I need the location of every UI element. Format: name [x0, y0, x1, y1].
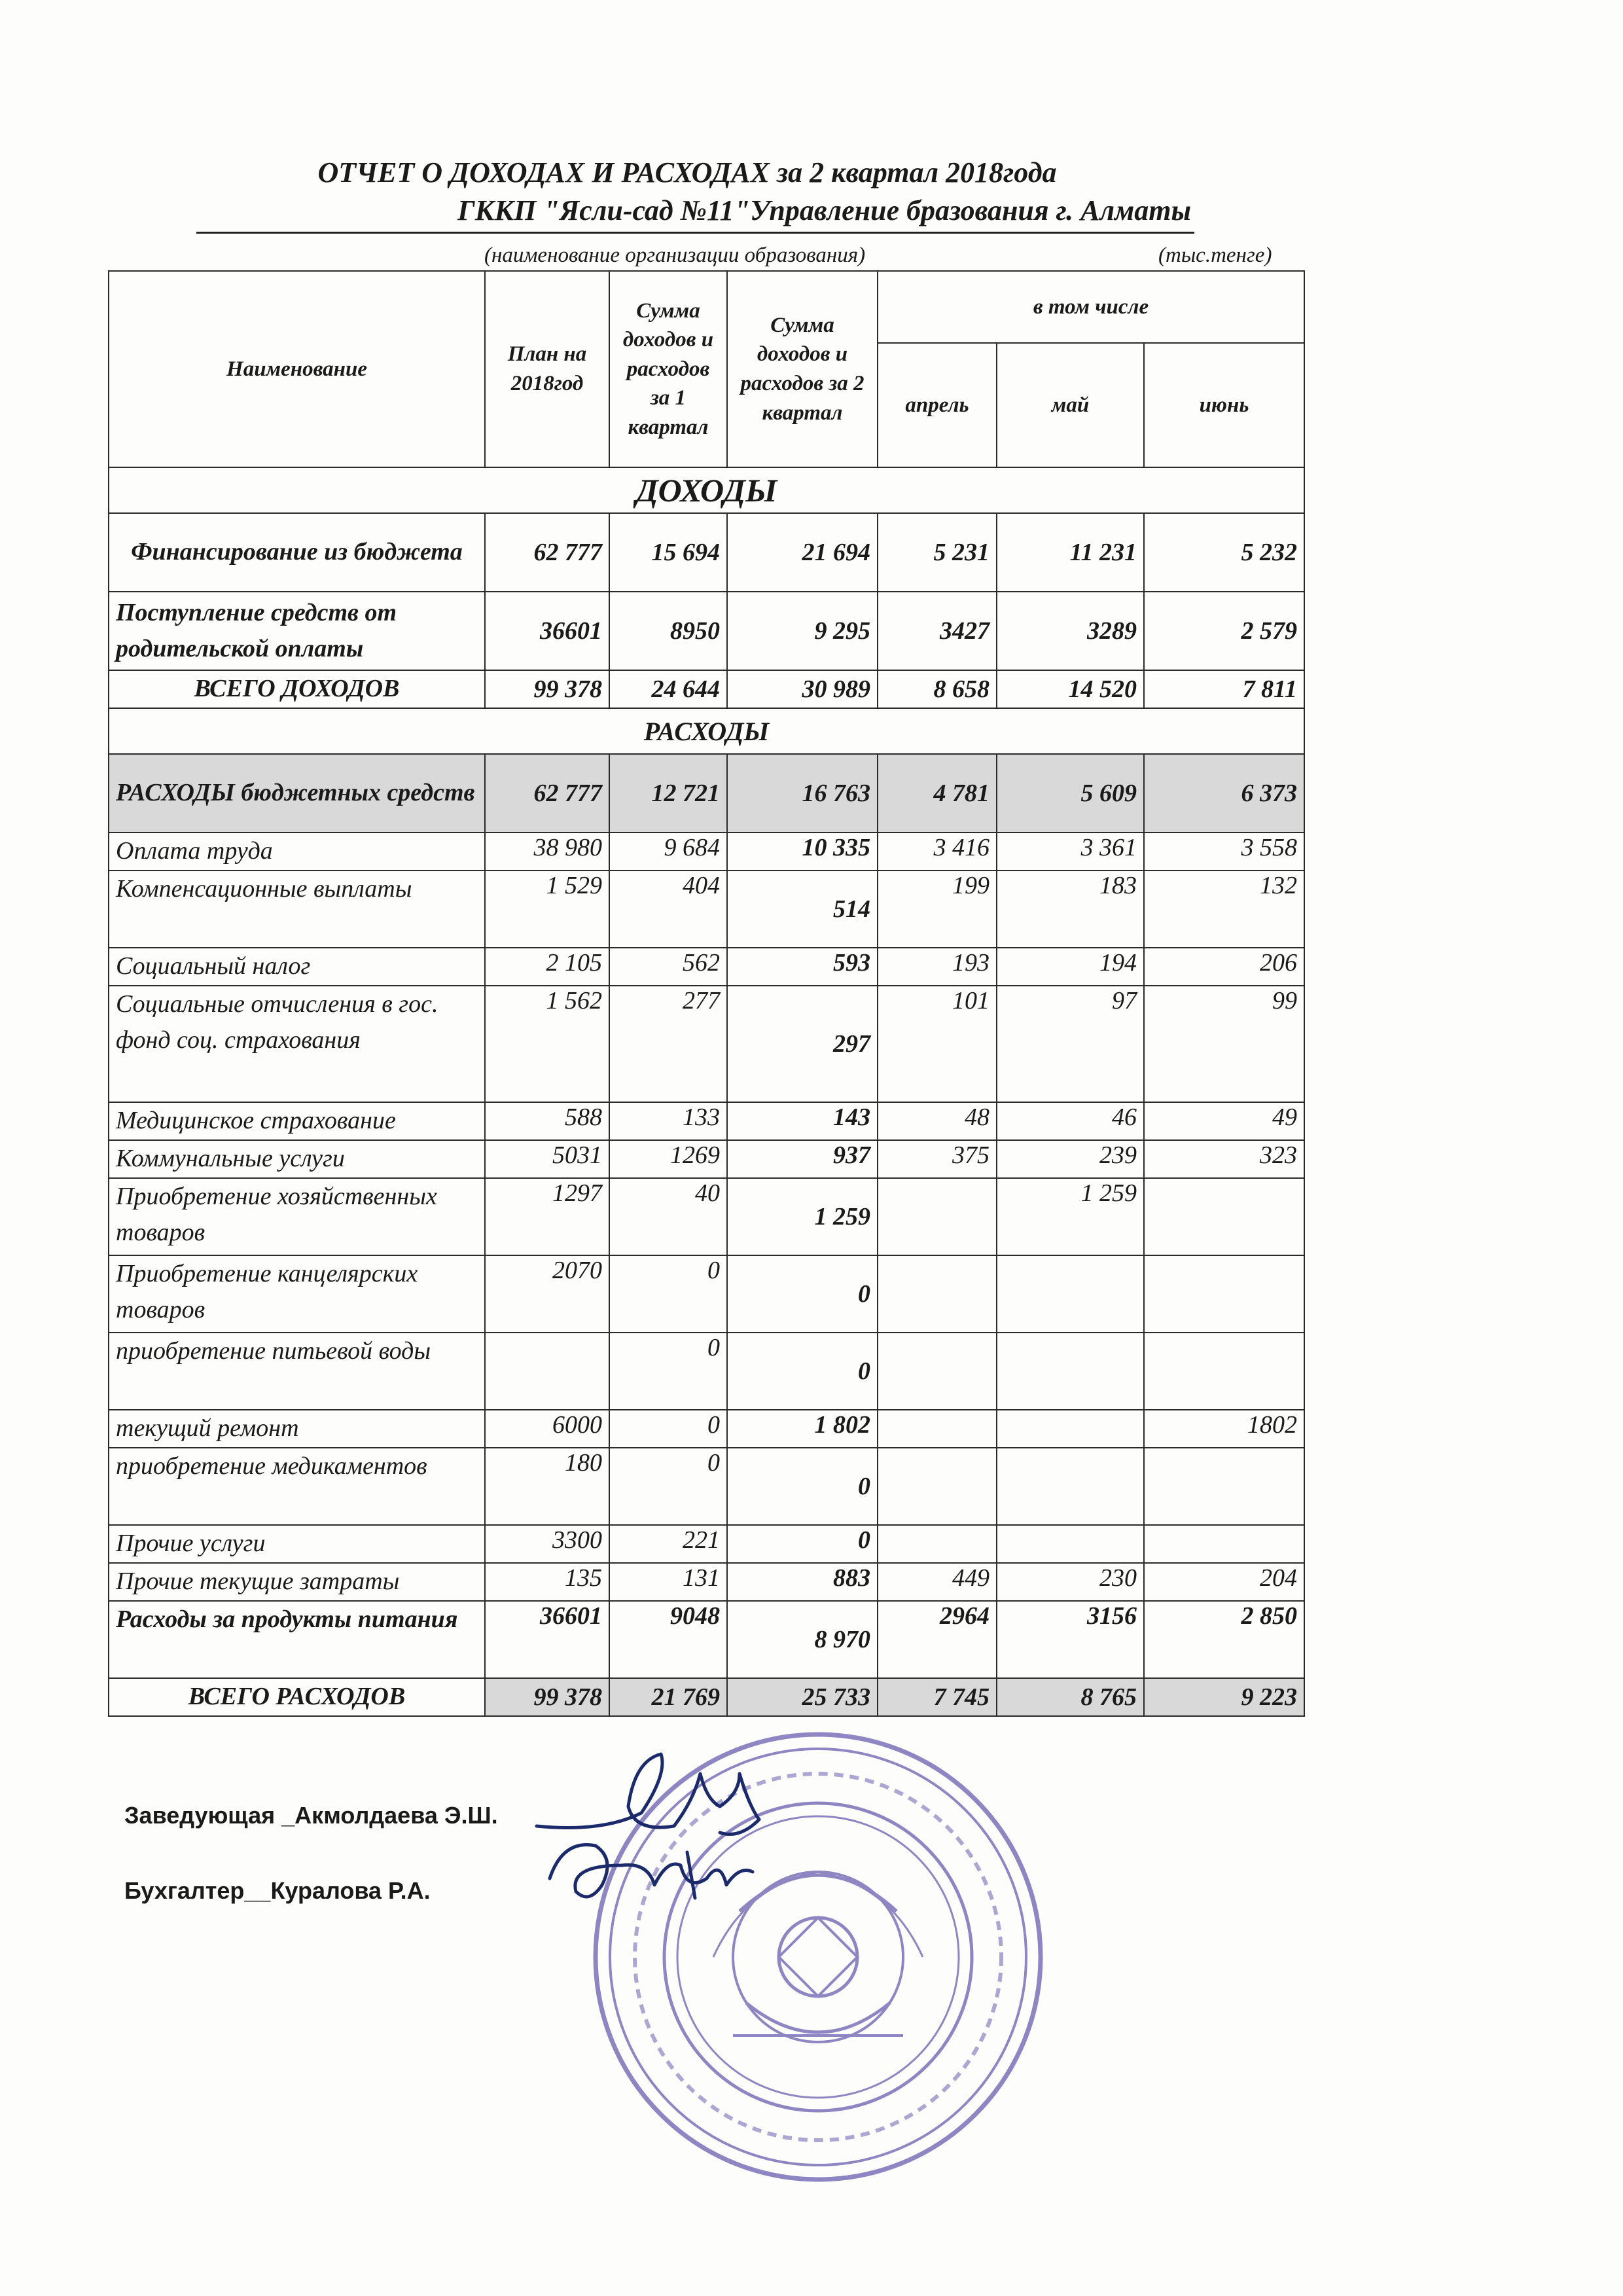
june-cell: 132 [1144, 870, 1304, 948]
q2-cell: 0 [727, 1525, 878, 1563]
q2-cell: 143 [727, 1102, 878, 1140]
row-name: приобретение медикаментов [109, 1448, 485, 1525]
expense-row [109, 870, 1304, 948]
plan-cell: 5031 [485, 1140, 609, 1178]
organization-name: ГККП "Ясли-сад №11"Управление бразования г. Алматы [457, 194, 1191, 226]
q2-cell: 30 989 [727, 670, 878, 708]
col-header-name: Наименование [109, 271, 485, 467]
plan-cell: 1297 [485, 1178, 609, 1255]
row-name: Медицинское страхование [109, 1102, 485, 1140]
april-cell: 199 [878, 870, 997, 948]
april-cell: 3427 [878, 592, 997, 670]
april-cell: 8 658 [878, 670, 997, 708]
q1-cell: 0 [609, 1448, 727, 1525]
row-name: Поступление средств от родительской оплаты [109, 592, 485, 670]
june-cell: 49 [1144, 1102, 1304, 1140]
q1-cell: 1269 [609, 1140, 727, 1178]
plan-cell: 1 529 [485, 870, 609, 948]
report-title: ОТЧЕТ О ДОХОДАХ И РАСХОДАХ за 2 квартал 2018года [317, 156, 1057, 188]
q2-cell: 514 [727, 870, 878, 948]
q1-cell: 131 [609, 1563, 727, 1601]
may-cell [997, 1410, 1144, 1448]
row-name: Прочие услуги [109, 1525, 485, 1563]
col-header-q2: Сумма доходов и расходов за 2 квартал [727, 271, 878, 467]
plan-cell: 2070 [485, 1255, 609, 1333]
april-cell: 449 [878, 1563, 997, 1601]
row-name: Коммунальные услуги [109, 1140, 485, 1178]
june-cell: 7 811 [1144, 670, 1304, 708]
april-cell [878, 1525, 997, 1563]
col-header-april: апрель [878, 343, 997, 467]
june-cell: 2 850 [1144, 1601, 1304, 1678]
q1-cell: 562 [609, 948, 727, 986]
plan-cell: 36601 [485, 1601, 609, 1678]
q1-cell: 404 [609, 870, 727, 948]
april-cell [878, 1410, 997, 1448]
col-header-q1: Сумма доходов и расходов за 1 квартал [609, 271, 727, 467]
income-total-row [109, 670, 1304, 708]
plan-cell [485, 1333, 609, 1410]
expense-row [109, 1563, 1304, 1601]
june-cell: 206 [1144, 948, 1304, 986]
may-cell [997, 1255, 1144, 1333]
plan-cell: 3300 [485, 1525, 609, 1563]
april-cell [878, 1333, 997, 1410]
row-name: Социальный налог [109, 948, 485, 986]
june-cell [1144, 1333, 1304, 1410]
april-cell: 2964 [878, 1601, 997, 1678]
q2-cell: 21 694 [727, 513, 878, 592]
expense-row [109, 1525, 1304, 1563]
expense-section-row [109, 708, 1304, 754]
signatures-ink [524, 1734, 798, 1944]
row-name: Оплата труда [109, 833, 485, 870]
may-cell: 239 [997, 1140, 1144, 1178]
row-name: РАСХОДЫ бюджетных средств [109, 754, 485, 833]
income-section-title: ДОХОДЫ [109, 467, 1304, 513]
q2-cell: 25 733 [727, 1678, 878, 1716]
may-cell: 97 [997, 986, 1144, 1102]
may-cell: 194 [997, 948, 1144, 986]
income-row [109, 513, 1304, 592]
april-cell [878, 1178, 997, 1255]
june-cell: 5 232 [1144, 513, 1304, 592]
food-expense-row [109, 1601, 1304, 1678]
q2-cell: 937 [727, 1140, 878, 1178]
plan-cell: 62 777 [485, 513, 609, 592]
june-cell: 204 [1144, 1563, 1304, 1601]
row-name: текущий ремонт [109, 1410, 485, 1448]
q2-cell: 16 763 [727, 754, 878, 833]
q1-cell: 21 769 [609, 1678, 727, 1716]
expense-row [109, 833, 1304, 870]
may-cell: 8 765 [997, 1678, 1144, 1716]
expense-row [109, 1448, 1304, 1525]
q1-cell: 0 [609, 1255, 727, 1333]
may-cell [997, 1448, 1144, 1525]
june-cell [1144, 1448, 1304, 1525]
row-name: Расходы за продукты питания [109, 1601, 485, 1678]
plan-cell: 99 378 [485, 670, 609, 708]
accountant-signature-line: Бухгалтер__Куралова Р.А. [124, 1877, 431, 1904]
expense-total-label: ВСЕГО РАСХОДОВ [109, 1678, 485, 1716]
may-cell: 1 259 [997, 1178, 1144, 1255]
may-cell: 3156 [997, 1601, 1144, 1678]
april-cell: 48 [878, 1102, 997, 1140]
plan-cell: 99 378 [485, 1678, 609, 1716]
may-cell: 46 [997, 1102, 1144, 1140]
may-cell: 11 231 [997, 513, 1144, 592]
plan-cell: 180 [485, 1448, 609, 1525]
row-name: приобретение питьевой воды [109, 1333, 485, 1410]
organization-underline [196, 232, 1194, 234]
row-name: Приобретение хозяйственных товаров [109, 1178, 485, 1255]
q1-cell: 9048 [609, 1601, 727, 1678]
may-cell: 3289 [997, 592, 1144, 670]
col-header-may: май [997, 343, 1144, 467]
q1-cell: 24 644 [609, 670, 727, 708]
plan-cell: 135 [485, 1563, 609, 1601]
expense-row [109, 986, 1304, 1102]
q1-cell: 221 [609, 1525, 727, 1563]
plan-cell: 36601 [485, 592, 609, 670]
expense-row [109, 1178, 1304, 1255]
may-cell: 3 361 [997, 833, 1144, 870]
q2-cell: 0 [727, 1448, 878, 1525]
q2-cell: 593 [727, 948, 878, 986]
expense-row [109, 1333, 1304, 1410]
income-row [109, 592, 1304, 670]
units-label: (тыс.тенге) [1158, 243, 1272, 267]
row-name: Финансирование из бюджета [109, 513, 485, 592]
q2-cell: 1 259 [727, 1178, 878, 1255]
plan-cell: 6000 [485, 1410, 609, 1448]
q1-cell: 12 721 [609, 754, 727, 833]
q1-cell: 0 [609, 1410, 727, 1448]
april-cell: 7 745 [878, 1678, 997, 1716]
plan-cell: 62 777 [485, 754, 609, 833]
q2-cell: 0 [727, 1255, 878, 1333]
june-cell: 6 373 [1144, 754, 1304, 833]
q2-cell: 10 335 [727, 833, 878, 870]
col-header-june: июнь [1144, 343, 1304, 467]
q2-cell: 8 970 [727, 1601, 878, 1678]
row-name: Приобретение канцелярских товаров [109, 1255, 485, 1333]
june-cell: 99 [1144, 986, 1304, 1102]
may-cell [997, 1333, 1144, 1410]
expense-row [109, 948, 1304, 986]
april-cell: 193 [878, 948, 997, 986]
expense-row [109, 1140, 1304, 1178]
organization-caption: (наименование организации образования) [484, 243, 866, 267]
report-table [108, 270, 1305, 1717]
q2-cell: 9 295 [727, 592, 878, 670]
q1-cell: 8950 [609, 592, 727, 670]
q1-cell: 277 [609, 986, 727, 1102]
plan-cell: 2 105 [485, 948, 609, 986]
row-name: Прочие текущие затраты [109, 1563, 485, 1601]
income-total-label: ВСЕГО ДОХОДОВ [109, 670, 485, 708]
june-cell: 323 [1144, 1140, 1304, 1178]
may-cell: 230 [997, 1563, 1144, 1601]
may-cell: 14 520 [997, 670, 1144, 708]
q2-cell: 297 [727, 986, 878, 1102]
expense-row [109, 1255, 1304, 1333]
plan-cell: 588 [485, 1102, 609, 1140]
head-signature-line: Заведующая _Акмолдаева Э.Ш. [124, 1802, 498, 1829]
may-cell: 5 609 [997, 754, 1144, 833]
april-cell: 4 781 [878, 754, 997, 833]
expense-section-title: РАСХОДЫ [109, 708, 1304, 754]
q2-cell: 883 [727, 1563, 878, 1601]
april-cell: 5 231 [878, 513, 997, 592]
col-header-plan: План на 2018год [485, 271, 609, 467]
june-cell [1144, 1255, 1304, 1333]
april-cell [878, 1255, 997, 1333]
may-cell [997, 1525, 1144, 1563]
q2-cell: 1 802 [727, 1410, 878, 1448]
plan-cell: 1 562 [485, 986, 609, 1102]
row-name: Социальные отчисления в гос. фонд соц. страхования [109, 986, 485, 1102]
q1-cell: 15 694 [609, 513, 727, 592]
expense-budget-row [109, 754, 1304, 833]
q2-cell: 0 [727, 1333, 878, 1410]
q1-cell: 133 [609, 1102, 727, 1140]
june-cell: 2 579 [1144, 592, 1304, 670]
april-cell [878, 1448, 997, 1525]
april-cell: 3 416 [878, 833, 997, 870]
plan-cell: 38 980 [485, 833, 609, 870]
may-cell: 183 [997, 870, 1144, 948]
june-cell: 1802 [1144, 1410, 1304, 1448]
april-cell: 375 [878, 1140, 997, 1178]
q1-cell: 40 [609, 1178, 727, 1255]
expense-row [109, 1410, 1304, 1448]
june-cell: 9 223 [1144, 1678, 1304, 1716]
row-name: Компенсационные выплаты [109, 870, 485, 948]
income-section-row [109, 467, 1304, 513]
header-row-1 [109, 271, 1304, 343]
june-cell: 3 558 [1144, 833, 1304, 870]
q1-cell: 9 684 [609, 833, 727, 870]
june-cell [1144, 1178, 1304, 1255]
expense-row [109, 1102, 1304, 1140]
april-cell: 101 [878, 986, 997, 1102]
col-header-including: в том числе [878, 271, 1304, 343]
q1-cell: 0 [609, 1333, 727, 1410]
expense-total-row [109, 1678, 1304, 1716]
june-cell [1144, 1525, 1304, 1563]
